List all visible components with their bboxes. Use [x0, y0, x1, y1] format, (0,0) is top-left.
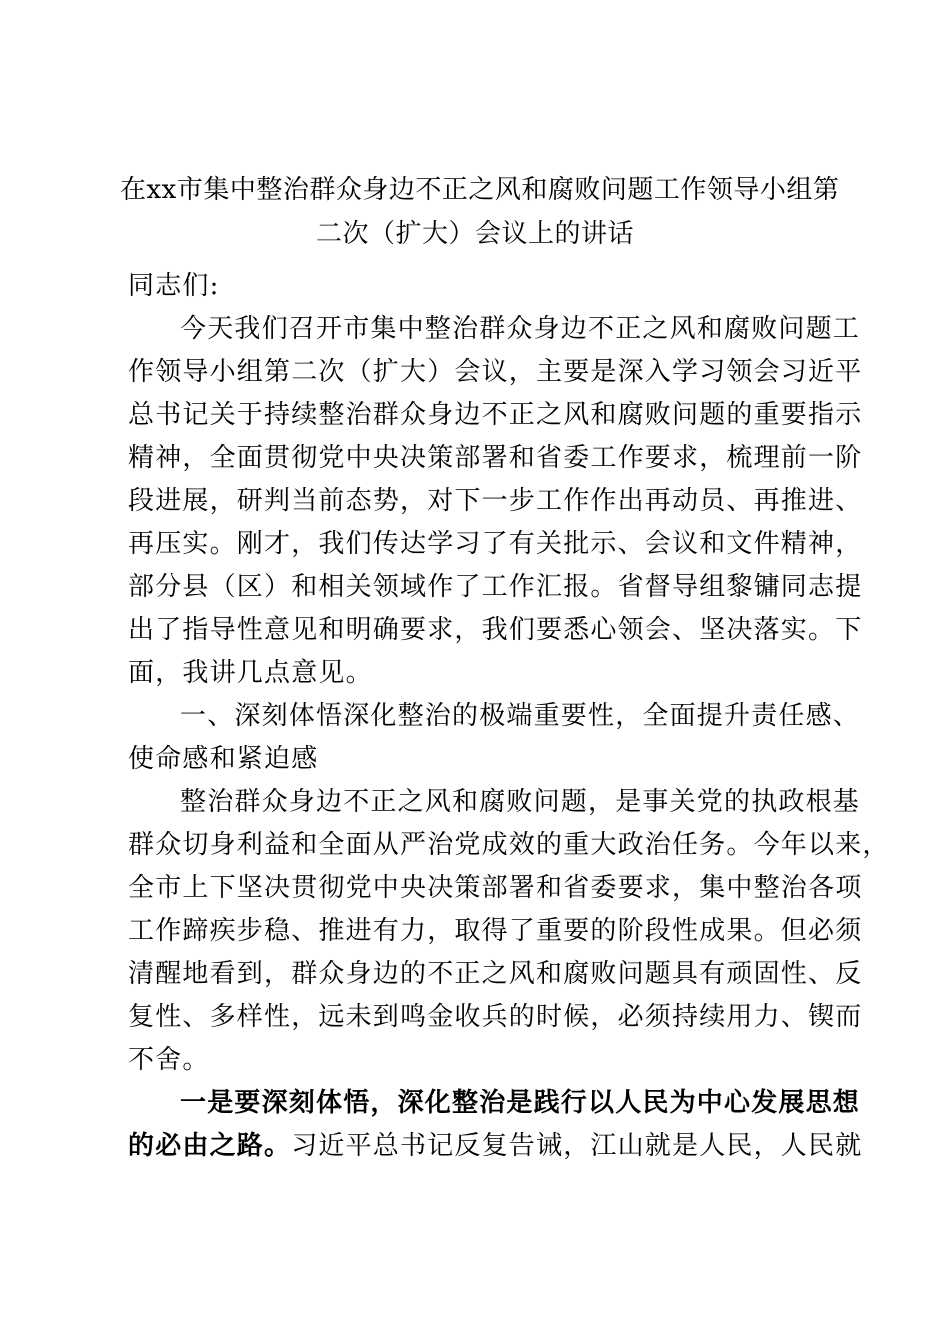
section-heading-1: [128, 695, 861, 781]
paragraph-line: 再压实。刚才，我们传达学习了有关批示、会议和文件精神，: [128, 529, 863, 559]
section-heading-line: 一、深刻体悟深化整治的极端重要性，全面提升责任感、: [180, 701, 861, 731]
paragraph-opening: [128, 308, 863, 695]
paragraph-line: 工作蹄疾步稳、推进有力，取得了重要的阶段性成果。但必须: [128, 916, 863, 946]
paragraph-line: 不舍。: [128, 1045, 210, 1075]
paragraph-line: 清醒地看到，群众身边的不正之风和腐败问题具有顽固性、反: [128, 959, 863, 989]
title-line-2: 二次（扩大）会议上的讲话: [315, 219, 634, 249]
paragraph-line: 群众切身利益和全面从严治党成效的重大政治任务。今年以来，: [128, 830, 890, 860]
title-line-1: 在xx市集中整治群众身边不正之风和腐败问题工作领导小组第: [120, 175, 840, 205]
paragraph-point-1: [128, 1082, 863, 1168]
paragraph-line: 复性、多样性，远未到鸣金收兵的时候，必须持续用力、锲而: [128, 1002, 863, 1032]
paragraph-line: 总书记关于持续整治群众身边不正之风和腐败问题的重要指示: [128, 400, 863, 430]
paragraph-line: 全市上下坚决贯彻党中央决策部署和省委要求，集中整治各项: [128, 873, 863, 903]
paragraph-section-1: [128, 781, 890, 1082]
salutation: 同志们:: [128, 271, 220, 301]
paragraph-line: 出了指导性意见和明确要求，我们要悉心领会、坚决落实。下: [128, 615, 863, 645]
paragraph-line: 部分县（区）和相关领域作了工作汇报。省督导组黎镛同志提: [128, 572, 863, 602]
paragraph-line: 整治群众身边不正之风和腐败问题，是事关党的执政根基: [180, 787, 861, 817]
point-heading-tail: 的必由之路。: [128, 1131, 292, 1161]
paragraph-line: [128, 1125, 863, 1168]
document-title: [120, 168, 840, 256]
section-heading-line: 使命感和紧迫感: [128, 744, 319, 774]
point-heading-line: 一是要深刻体悟，深化整治是践行以人民为中心发展思想: [180, 1088, 861, 1118]
point-text: 习近平总书记反复告诫，江山就是人民，人民就: [291, 1131, 863, 1161]
paragraph-line: 精神，全面贯彻党中央决策部署和省委工作要求，梳理前一阶: [128, 443, 863, 473]
document-body: [128, 265, 890, 1168]
paragraph-line: 段进展，研判当前态势，对下一步工作作出再动员、再推进、: [128, 486, 863, 516]
paragraph-line: 作领导小组第二次（扩大）会议，主要是深入学习领会习近平: [128, 357, 863, 387]
paragraph-line: 今天我们召开市集中整治群众身边不正之风和腐败问题工: [180, 314, 861, 344]
paragraph-line: 面，我讲几点意见。: [128, 658, 373, 688]
